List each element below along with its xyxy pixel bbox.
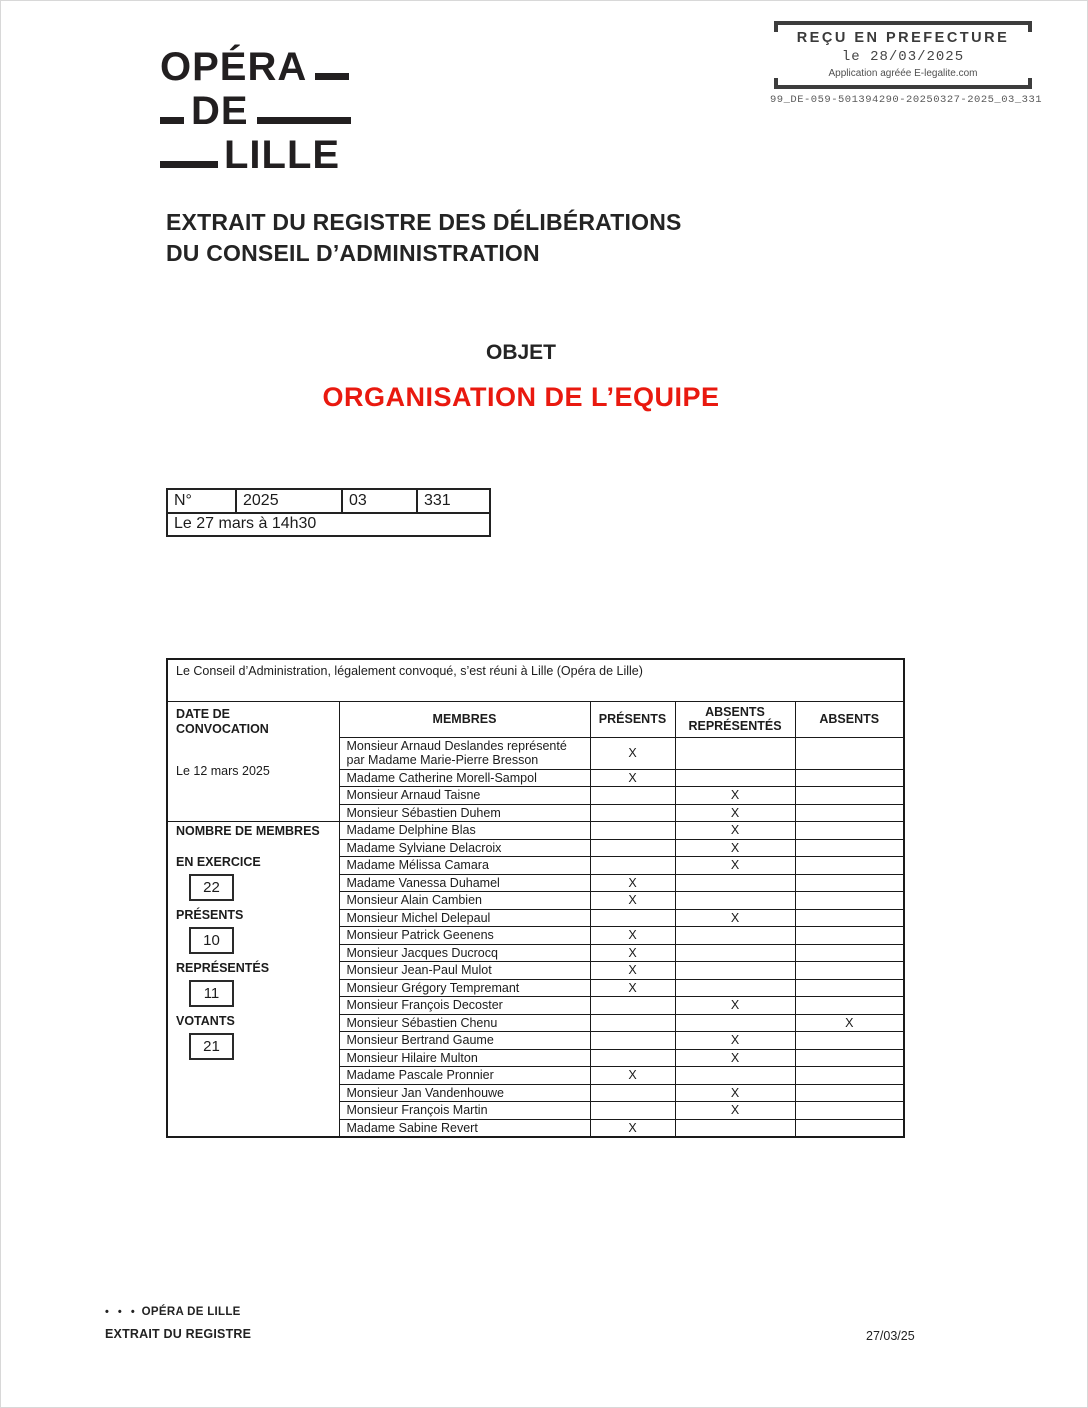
stamp-date: le 28/03/2025 [841, 49, 965, 65]
logo-bar [160, 117, 184, 124]
status-presents-cell [590, 1049, 675, 1067]
status-absents-representes-cell: X [675, 787, 795, 805]
status-presents-cell: X [590, 1067, 675, 1085]
member-name-cell: Madame Sabine Revert [339, 1119, 590, 1137]
status-absents-representes-cell: X [675, 997, 795, 1015]
ref-year: 2025 [236, 489, 342, 513]
convocation-header: DATE DE CONVOCATION [176, 706, 269, 736]
logo-word-opera: OPÉRA [160, 45, 308, 89]
status-presents-cell: X [590, 769, 675, 787]
reference-table [166, 488, 491, 537]
footer-date: 27/03/25 [866, 1329, 915, 1343]
ref-month: 03 [342, 489, 417, 513]
ref-number-label: N° [167, 489, 236, 513]
nombre-de-membres-label: NOMBRE DE MEMBRES [176, 824, 320, 838]
status-presents-cell: X [590, 944, 675, 962]
status-presents-cell [590, 857, 675, 875]
status-presents-cell [590, 804, 675, 822]
status-absents-cell [795, 822, 904, 840]
member-name-cell: Madame Mélissa Camara [339, 857, 590, 875]
logo-line-2 [160, 89, 351, 133]
member-name-cell: Monsieur Sébastien Duhem [339, 804, 590, 822]
status-absents-representes-cell: X [675, 1049, 795, 1067]
en-exercice-count: 22 [189, 874, 234, 901]
status-absents-cell [795, 979, 904, 997]
member-name-cell: Monsieur Jean-Paul Mulot [339, 962, 590, 980]
status-absents-cell [795, 1102, 904, 1120]
status-absents-representes-cell [675, 874, 795, 892]
representes-count: 11 [189, 980, 234, 1007]
member-name-cell: Madame Vanessa Duhamel [339, 874, 590, 892]
status-absents-representes-cell: X [675, 909, 795, 927]
member-name-cell: Monsieur Jan Vandenhouwe [339, 1084, 590, 1102]
member-name-cell: Monsieur Bertrand Gaume [339, 1032, 590, 1050]
footer [105, 1306, 251, 1341]
objet-section [141, 341, 901, 413]
votants-label: VOTANTS [176, 1014, 235, 1028]
en-exercice-label: EN EXERCICE [176, 855, 261, 869]
ref-number: 331 [417, 489, 490, 513]
status-absents-representes-cell: X [675, 1032, 795, 1050]
status-absents-representes-cell [675, 979, 795, 997]
stamp-reference-code: 99_DE-059-501394290-20250327-2025_03_331 [770, 94, 1043, 106]
member-name-cell: Monsieur Arnaud Taisne [339, 787, 590, 805]
logo-line-1 [160, 45, 351, 89]
stamp-application: Application agréée E-legalite.com [828, 68, 978, 79]
member-name-cell: Monsieur Arnaud Deslandes représenté par Madame Marie-Pierre Bresson [339, 737, 590, 769]
column-header-presents: PRÉSENTS [590, 701, 675, 737]
status-absents-cell [795, 804, 904, 822]
status-absents-representes-cell [675, 769, 795, 787]
logo-word-de: DE [191, 89, 249, 133]
status-presents-cell: X [590, 737, 675, 769]
status-absents-cell [795, 737, 904, 769]
board-attendance-table [166, 658, 905, 1138]
member-name-cell: Monsieur Alain Cambien [339, 892, 590, 910]
board-table-body [167, 659, 904, 1137]
votants-count: 21 [189, 1033, 234, 1060]
status-absents-cell [795, 839, 904, 857]
status-presents-cell: X [590, 979, 675, 997]
status-absents-representes-cell: X [675, 857, 795, 875]
status-absents-cell [795, 1119, 904, 1137]
status-absents-cell [795, 1049, 904, 1067]
status-presents-cell [590, 787, 675, 805]
member-name-cell: Monsieur Hilaire Multon [339, 1049, 590, 1067]
status-absents-representes-cell [675, 962, 795, 980]
logo-word-lille: LILLE [224, 133, 341, 177]
member-name-cell: Monsieur François Decoster [339, 997, 590, 1015]
status-absents-cell [795, 944, 904, 962]
member-name-cell: Monsieur Michel Delepaul [339, 909, 590, 927]
status-absents-cell [795, 787, 904, 805]
logo-bar [315, 73, 349, 80]
status-absents-representes-cell [675, 927, 795, 945]
status-absents-cell [795, 1067, 904, 1085]
column-header-absents-representes: ABSENTS REPRÉSENTÉS [675, 701, 795, 737]
intro-row [167, 659, 904, 701]
status-absents-representes-cell: X [675, 1084, 795, 1102]
status-absents-cell [795, 857, 904, 875]
footer-dots: • • • [105, 1306, 138, 1318]
status-presents-cell [590, 1084, 675, 1102]
status-presents-cell: X [590, 962, 675, 980]
status-presents-cell [590, 1032, 675, 1050]
member-name-cell: Madame Pascale Pronnier [339, 1067, 590, 1085]
prefecture-stamp [770, 21, 1043, 106]
status-absents-cell: X [795, 1014, 904, 1032]
status-presents-cell [590, 1102, 675, 1120]
prefecture-stamp-frame [774, 21, 1032, 89]
footer-brand [105, 1306, 251, 1318]
logo-bar [257, 117, 351, 124]
opera-de-lille-logo [160, 45, 351, 177]
status-absents-cell [795, 927, 904, 945]
status-absents-cell [795, 892, 904, 910]
member-name-cell: Madame Sylviane Delacroix [339, 839, 590, 857]
status-presents-cell: X [590, 1119, 675, 1137]
status-absents-cell [795, 1084, 904, 1102]
heading-line-1: EXTRAIT DU REGISTRE DES DÉLIBÉRATIONS [166, 209, 682, 235]
objet-label: OBJET [485, 341, 556, 364]
status-absents-representes-cell [675, 1119, 795, 1137]
status-presents-cell [590, 909, 675, 927]
status-absents-cell [795, 909, 904, 927]
status-presents-cell: X [590, 927, 675, 945]
presents-count: 10 [189, 927, 234, 954]
status-absents-cell [795, 1032, 904, 1050]
footer-brand-name: OPÉRA DE LILLE [141, 1306, 241, 1318]
member-name-cell: Monsieur Patrick Geenens [339, 927, 590, 945]
status-presents-cell: X [590, 892, 675, 910]
stamp-title: REÇU EN PREFECTURE [796, 30, 1010, 46]
member-name-cell: Madame Catherine Morell-Sampol [339, 769, 590, 787]
status-absents-representes-cell [675, 892, 795, 910]
reference-row [167, 489, 490, 513]
member-counts-cell [167, 822, 339, 1138]
status-absents-representes-cell [675, 1067, 795, 1085]
document-heading [166, 207, 682, 269]
status-presents-cell [590, 822, 675, 840]
footer-document-name: EXTRAIT DU REGISTRE [105, 1327, 252, 1341]
representes-label: REPRÉSENTÉS [176, 961, 270, 975]
member-name-cell: Madame Delphine Blas [339, 822, 590, 840]
status-absents-cell [795, 769, 904, 787]
presents-label: PRÉSENTS [176, 908, 244, 922]
status-absents-cell [795, 997, 904, 1015]
member-name-cell: Monsieur Sébastien Chenu [339, 1014, 590, 1032]
logo-line-3 [160, 133, 351, 177]
status-presents-cell [590, 1014, 675, 1032]
status-absents-representes-cell: X [675, 839, 795, 857]
status-absents-representes-cell: X [675, 1102, 795, 1120]
status-absents-representes-cell [675, 1014, 795, 1032]
session-row [167, 513, 490, 536]
member-name-cell: Monsieur François Martin [339, 1102, 590, 1120]
column-header-membres: MEMBRES [339, 701, 590, 737]
session-datetime: Le 27 mars à 14h30 [167, 513, 490, 536]
deliberation-title: ORGANISATION DE L’EQUIPE [322, 382, 720, 412]
heading-line-2: DU CONSEIL D’ADMINISTRATION [166, 240, 540, 266]
convocation-cell [167, 701, 339, 822]
status-presents-cell: X [590, 874, 675, 892]
status-presents-cell [590, 839, 675, 857]
status-absents-representes-cell: X [675, 804, 795, 822]
status-absents-cell [795, 962, 904, 980]
convocation-date: Le 12 mars 2025 [176, 763, 270, 778]
member-name-cell: Monsieur Jacques Ducrocq [339, 944, 590, 962]
status-absents-representes-cell [675, 944, 795, 962]
logo-bar [160, 161, 218, 168]
sidebar-row [167, 822, 904, 840]
column-header-absents: ABSENTS [795, 701, 904, 737]
status-absents-representes-cell: X [675, 822, 795, 840]
status-absents-cell [795, 874, 904, 892]
table-intro-text: Le Conseil d’Administration, légalement convoqué, s’est réuni à Lille (Opéra de Lille) [167, 659, 904, 701]
status-presents-cell [590, 997, 675, 1015]
header-row [167, 701, 904, 737]
status-absents-representes-cell [675, 737, 795, 769]
member-name-cell: Monsieur Grégory Tempremant [339, 979, 590, 997]
